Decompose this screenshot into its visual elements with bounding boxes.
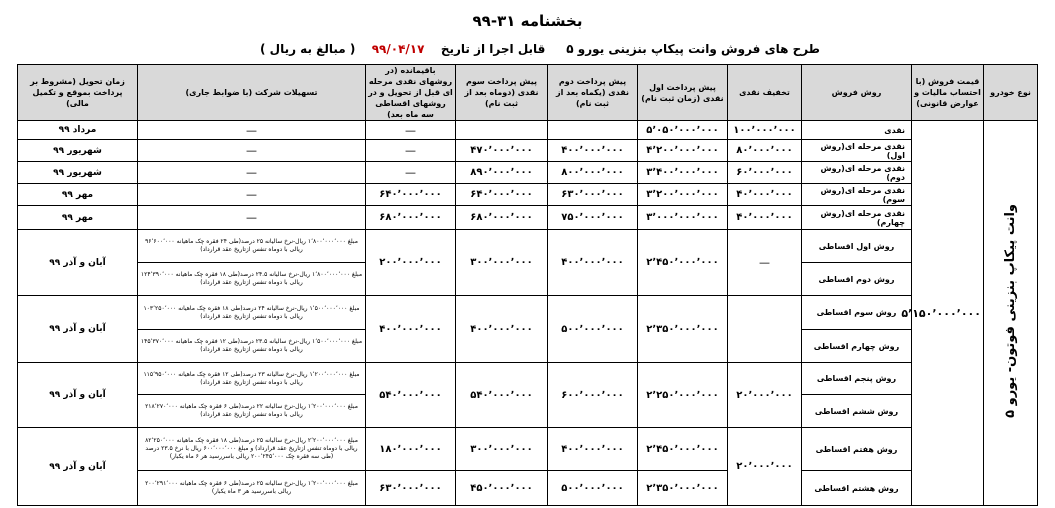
facility-cell: — bbox=[138, 140, 366, 162]
delivery-cell: شهریور ۹۹ bbox=[18, 162, 138, 184]
pay1-cell: ۲٬۳۵۰٬۰۰۰٬۰۰۰ bbox=[638, 471, 728, 506]
facility-cell: مبلغ ۱٬۵۰۰٬۰۰۰٬۰۰۰ ریال-نرخ سالیانه ۲۳.۵ درصد(طی ۱۲ فقره چک ماهیانه ۱۴۵٬۳۷۰٬۰۰۰ ریالی با دوماه تنفس ازتاریخ عقد قرارداد) bbox=[138, 330, 366, 363]
remaining-cell: ۵۴۰٬۰۰۰٬۰۰۰ bbox=[366, 363, 456, 428]
pay2-cell: ۵۰۰٬۰۰۰٬۰۰۰ bbox=[548, 471, 638, 506]
sale-method: روش دوم اقساطی bbox=[802, 263, 912, 296]
pay3-cell: ۴۵۰٬۰۰۰٬۰۰۰ bbox=[456, 471, 548, 506]
col-pay1: پیش پرداخت اول نقدی (زمان ثبت نام) bbox=[638, 65, 728, 121]
col-price: قیمت فروش (با احتساب مالیات و عوارض قانونی) bbox=[912, 65, 984, 121]
sale-method: نقدی bbox=[802, 121, 912, 140]
subtitle-valid: قابل اجرا از تاریخ bbox=[440, 42, 546, 56]
pay3-cell: ۵۴۰٬۰۰۰٬۰۰۰ bbox=[456, 363, 548, 428]
col-model: نوع خودرو bbox=[984, 65, 1038, 121]
pay1-cell: ۲٬۳۵۰٬۰۰۰٬۰۰۰ bbox=[638, 296, 728, 363]
pay1-cell: ۵٬۰۵۰٬۰۰۰٬۰۰۰ bbox=[638, 121, 728, 140]
sale-method: نقدی مرحله ای(روش چهارم) bbox=[802, 206, 912, 230]
facility-cell: مبلغ ۲٬۲۰۰٬۰۰۰٬۰۰۰ ریال-نرخ سالیانه ۲۵ درصد(طی ۱۸ فقره چک ماهیانه ۸۲٬۲۵۰٬۰۰۰ ریالی با دوماه تنفس ازتاریخ عقد قرارداد) و مبلغ ۶۰۰٬۰۰۰٬۰۰۰ ریال با نرخ ۲۳.۵ درصد (طی سه فقره چک ۲۰۰٬۲۴۵٬۰۰۰ ریالی باسررسید هر ۶ ماه یکبار) bbox=[138, 428, 366, 471]
pay1-cell: ۴٬۲۰۰٬۰۰۰٬۰۰۰ bbox=[638, 140, 728, 162]
discount-cell: ۸۰٬۰۰۰٬۰۰۰ bbox=[728, 140, 802, 162]
table-row bbox=[18, 140, 1038, 162]
subtitle-bar bbox=[260, 42, 820, 56]
pay3-cell: ۳۰۰٬۰۰۰٬۰۰۰ bbox=[456, 230, 548, 296]
pay3-cell: ۸۹۰٬۰۰۰٬۰۰۰ bbox=[456, 162, 548, 184]
delivery-cell: آبان و آذر ۹۹ bbox=[18, 363, 138, 428]
facility-cell: مبلغ ۱٬۵۰۰٬۰۰۰٬۰۰۰ ریال-نرخ سالیانه ۲۴ درصد(طی ۱۸ فقره چک ماهیانه ۱۰۳٬۲۵۰٬۰۰۰ ریالی با دوماه تنفس ازتاریخ عقد قرارداد) bbox=[138, 296, 366, 330]
facility-cell: مبلغ ۱٬۸۰۰٬۰۰۰٬۰۰۰ ریال-نرخ سالیانه ۲۵ درصد(طی ۲۴ فقره چک ماهیانه ۹۶٬۶۰۰٬۰۰۰ ریالی با دوماه تنفس ازتاریخ عقد قرارداد) bbox=[138, 230, 366, 263]
pay2-cell: ۷۵۰٬۰۰۰٬۰۰۰ bbox=[548, 206, 638, 230]
facility-cell: — bbox=[138, 121, 366, 140]
subtitle-main: طرح های فروش وانت پیکاپ بنزینی یورو ۵ bbox=[566, 42, 820, 56]
discount-cell: ۲۰٬۰۰۰٬۰۰۰ bbox=[728, 428, 802, 506]
sale-method: نقدی مرحله ای(روش دوم) bbox=[802, 162, 912, 184]
pay1-cell: ۳٬۰۰۰٬۰۰۰٬۰۰۰ bbox=[638, 206, 728, 230]
pay1-cell: ۲٬۴۵۰٬۰۰۰٬۰۰۰ bbox=[638, 428, 728, 471]
table-row bbox=[18, 363, 1038, 395]
delivery-cell: شهریور ۹۹ bbox=[18, 140, 138, 162]
col-pay2: پیش پرداخت دوم نقدی (یکماه بعد از ثبت نام) bbox=[548, 65, 638, 121]
discount-cell: ۱۰۰٬۰۰۰٬۰۰۰ bbox=[728, 121, 802, 140]
pay2-cell: ۴۰۰٬۰۰۰٬۰۰۰ bbox=[548, 230, 638, 296]
col-facility: تسهیلات شرکت (با ضوابط جاری) bbox=[138, 65, 366, 121]
pay1-cell: ۲٬۴۵۰٬۰۰۰٬۰۰۰ bbox=[638, 230, 728, 296]
discount-cell: ۴۰٬۰۰۰٬۰۰۰ bbox=[728, 184, 802, 206]
pay2-cell bbox=[548, 121, 638, 140]
pay2-cell: ۸۰۰٬۰۰۰٬۰۰۰ bbox=[548, 162, 638, 184]
discount-cell: ۲۰٬۰۰۰٬۰۰۰ bbox=[728, 363, 802, 428]
delivery-cell: آبان و آذر ۹۹ bbox=[18, 296, 138, 363]
col-discount: تخفیف نقدی bbox=[728, 65, 802, 121]
remaining-cell: ۱۸۰٬۰۰۰٬۰۰۰ bbox=[366, 428, 456, 471]
remaining-cell: ۶۸۰٬۰۰۰٬۰۰۰ bbox=[366, 206, 456, 230]
delivery-cell: مهر ۹۹ bbox=[18, 206, 138, 230]
sale-method: روش اول اقساطی bbox=[802, 230, 912, 263]
facility-cell: — bbox=[138, 162, 366, 184]
price-table bbox=[17, 64, 1038, 506]
pay2-cell: ۴۰۰٬۰۰۰٬۰۰۰ bbox=[548, 428, 638, 471]
remaining-cell: ۲۰۰٬۰۰۰٬۰۰۰ bbox=[366, 230, 456, 296]
sale-method: روش ششم اقساطی bbox=[802, 395, 912, 428]
sale-method: روش پنجم اقساطی bbox=[802, 363, 912, 395]
pay3-cell: ۴۰۰٬۰۰۰٬۰۰۰ bbox=[456, 296, 548, 363]
facility-cell: — bbox=[138, 206, 366, 230]
pay2-cell: ۴۰۰٬۰۰۰٬۰۰۰ bbox=[548, 140, 638, 162]
model-name: وانت پیکاپ بنزینی فوتون- یورو ۵ bbox=[1003, 204, 1018, 418]
discount-cell bbox=[728, 296, 802, 363]
remaining-cell: — bbox=[366, 162, 456, 184]
sale-method: روش هشتم اقساطی bbox=[802, 471, 912, 506]
pay3-cell: ۴۷۰٬۰۰۰٬۰۰۰ bbox=[456, 140, 548, 162]
pay3-cell bbox=[456, 121, 548, 140]
discount-cell: ۴۰٬۰۰۰٬۰۰۰ bbox=[728, 206, 802, 230]
remaining-cell: ۴۰۰٬۰۰۰٬۰۰۰ bbox=[366, 296, 456, 363]
sale-method: نقدی مرحله ای(روش اول) bbox=[802, 140, 912, 162]
circular-title: بخشنامه ۳۱-۹۹ bbox=[472, 12, 583, 30]
pay2-cell: ۶۰۰٬۰۰۰٬۰۰۰ bbox=[548, 363, 638, 428]
delivery-cell: مهر ۹۹ bbox=[18, 184, 138, 206]
facility-cell: مبلغ ۱٬۲۰۰٬۰۰۰٬۰۰۰ ریال-نرخ سالیانه ۲۳ درصد(طی ۱۲ فقره چک ماهیانه ۱۱۵٬۹۵۰٬۰۰۰ ریالی با دوماه تنفس ازتاریخ عقد قرارداد) bbox=[138, 363, 366, 395]
pay1-cell: ۳٬۴۰۰٬۰۰۰٬۰۰۰ bbox=[638, 162, 728, 184]
facility-cell: مبلغ ۱٬۲۰۰٬۰۰۰٬۰۰۰ ریال-نرخ سالیانه ۲۲ درصد(طی ۶ فقره چک ماهیانه ۲۱۸٬۲۷۰٬۰۰۰ ریالی با دوماه تنفس ازتاریخ عقد قرارداد) bbox=[138, 395, 366, 428]
remaining-cell: ۶۴۰٬۰۰۰٬۰۰۰ bbox=[366, 184, 456, 206]
table-row bbox=[18, 184, 1038, 206]
sale-method: روش چهارم اقساطی bbox=[802, 330, 912, 363]
facility-cell: مبلغ ۱٬۲۰۰٬۰۰۰٬۰۰۰ ریال-نرخ سالیانه ۲۵ درصد(طی ۶ فقره چک ماهیانه ۲۰۰٬۲۹۱٬۰۰۰ ریالی باسررسید هر ۳ ماه یکبار) bbox=[138, 471, 366, 506]
col-pay3: پیش پرداخت سوم نقدی (دوماه بعد از ثبت نام) bbox=[456, 65, 548, 121]
discount-cell: — bbox=[728, 230, 802, 296]
table-row bbox=[18, 121, 1038, 140]
delivery-cell: مرداد ۹۹ bbox=[18, 121, 138, 140]
header-row bbox=[18, 65, 1038, 121]
table-row bbox=[18, 296, 1038, 330]
table-row bbox=[18, 206, 1038, 230]
sale-method: روش سوم اقساطی bbox=[802, 296, 912, 330]
pay2-cell: ۶۳۰٬۰۰۰٬۰۰۰ bbox=[548, 184, 638, 206]
sale-method: نقدی مرحله ای(روش سوم) bbox=[802, 184, 912, 206]
col-delivery: زمان تحویل (مشروط بر پرداخت بموقع و تکمیل مالی) bbox=[18, 65, 138, 121]
sale-price: ۵٬۱۵۰٬۰۰۰٬۰۰۰ bbox=[912, 121, 984, 506]
col-remaining: باقیمانده (در روشهای نقدی مرحله ای قبل از تحویل و در روشهای اقساطی سه ماه بعد) bbox=[366, 65, 456, 121]
pay3-cell: ۶۸۰٬۰۰۰٬۰۰۰ bbox=[456, 206, 548, 230]
table-row bbox=[18, 230, 1038, 263]
remaining-cell: ۶۳۰٬۰۰۰٬۰۰۰ bbox=[366, 471, 456, 506]
col-method: روش فروش bbox=[802, 65, 912, 121]
pay2-cell: ۵۰۰٬۰۰۰٬۰۰۰ bbox=[548, 296, 638, 363]
effective-date: ۹۹/۰۴/۱۷ bbox=[371, 42, 425, 56]
facility-cell: مبلغ ۱٬۸۰۰٬۰۰۰٬۰۰۰ ریال-نرخ سالیانه ۲۴.۵ درصد(طی ۱۸ فقره چک ماهیانه ۱۲۴٬۳۹۰٬۰۰۰ ریالی با دوماه تنفس ازتاریخ عقد قرارداد) bbox=[138, 263, 366, 296]
pay1-cell: ۲٬۲۵۰٬۰۰۰٬۰۰۰ bbox=[638, 363, 728, 428]
pay1-cell: ۳٬۲۰۰٬۰۰۰٬۰۰۰ bbox=[638, 184, 728, 206]
remaining-cell: — bbox=[366, 140, 456, 162]
remaining-cell: — bbox=[366, 121, 456, 140]
delivery-cell: آبان و آذر ۹۹ bbox=[18, 230, 138, 296]
subtitle-plan bbox=[441, 42, 820, 56]
facility-cell: — bbox=[138, 184, 366, 206]
sale-method: روش هفتم اقساطی bbox=[802, 428, 912, 471]
unit-note: ( مبالغ به ریال ) bbox=[260, 42, 356, 56]
pay3-cell: ۶۴۰٬۰۰۰٬۰۰۰ bbox=[456, 184, 548, 206]
table-row bbox=[18, 471, 1038, 506]
delivery-cell: آبان و آذر ۹۹ bbox=[18, 428, 138, 506]
pay3-cell: ۳۰۰٬۰۰۰٬۰۰۰ bbox=[456, 428, 548, 471]
table-row bbox=[18, 428, 1038, 471]
table-row bbox=[18, 162, 1038, 184]
model-cell bbox=[984, 121, 1038, 506]
discount-cell: ۶۰٬۰۰۰٬۰۰۰ bbox=[728, 162, 802, 184]
